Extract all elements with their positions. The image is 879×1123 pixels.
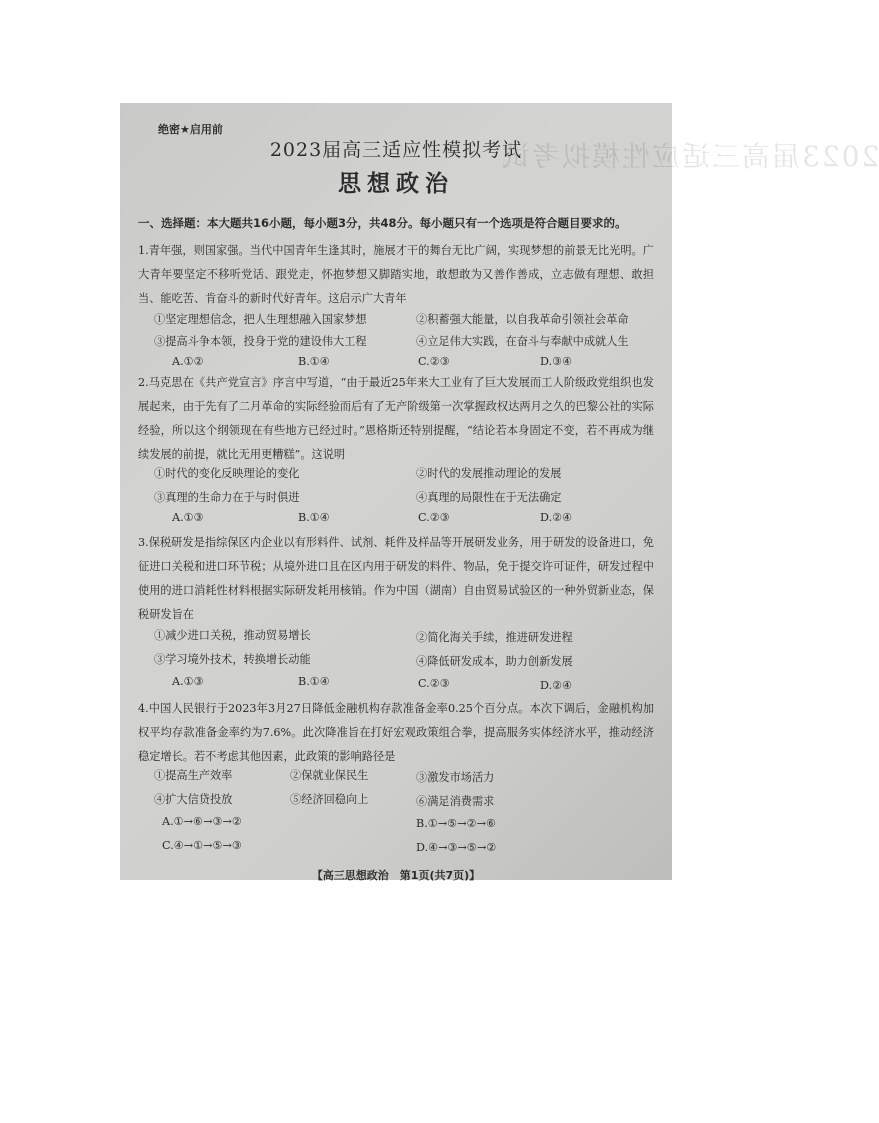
q4-choice-b: B.①→⑤→②→⑥ <box>416 817 497 830</box>
q3-statement-2: ②简化海关手续，推进研发进程 <box>416 631 573 644</box>
q1-choice-c: C.②③ <box>418 355 450 368</box>
q2-choice-c: C.②③ <box>418 511 450 524</box>
q3-choice-a: A.①③ <box>172 675 204 688</box>
question-3-stem: 3.保税研发是指综保区内企业以有形料件、试剂、耗件及样品等开展研发业务，用于研发的设备进口，免征进口关税和进口环节税；从境外进口且在区内用于研发的料件、物品，免于提交许可证件，研发过程中使用的进口消耗性材料根据实际研发耗用核销。作为中国（湖南）自由贸易试验区的一种外贸新业态，保税研发旨在 <box>138 536 654 621</box>
q1-statement-3: ③提高斗争本领，投身于党的建设伟大工程 <box>154 335 367 348</box>
question-2-stem: 2.马克思在《共产党宣言》序言中写道，“由于最近25年来大工业有了巨大发展而工人阶级政党组织也发展起来，由于先有了二月革命的实际经验而后有了无产阶级第一次掌握政权达两月之久的巴黎公社的实际经验，所以这个纲领现在有些地方已经过时。”恩格斯还特别提醒，“结论若本身固定不变，若不再成为继续发展的前提，就比无用更糟糕”。这说明 <box>138 376 654 461</box>
subject-title: 思想政治 <box>338 171 454 197</box>
q3-choice-b: B.①④ <box>298 675 330 688</box>
q2-statement-4: ④真理的局限性在于无法确定 <box>416 491 562 504</box>
q2-statement-1: ①时代的变化反映理论的变化 <box>154 467 300 480</box>
q3-statement-4: ④降低研发成本，助力创新发展 <box>416 655 573 668</box>
q2-choice-b: B.①④ <box>298 511 330 524</box>
q3-statement-1: ①减少进口关税，推动贸易增长 <box>154 629 311 642</box>
q3-choice-d: D.②④ <box>540 679 573 692</box>
q2-choice-d: D.②④ <box>540 511 573 524</box>
page-footer: 【高三思想政治 第1页(共7页)】 <box>311 869 481 882</box>
exam-paper-photo <box>120 103 879 882</box>
q4-statement-5: ⑤经济回稳向上 <box>290 793 369 806</box>
q2-statement-3: ③真理的生命力在于与时俱进 <box>154 491 300 504</box>
q4-statement-6: ⑥满足消费需求 <box>416 795 495 808</box>
q1-statement-1: ①坚定理想信念，把人生理想融入国家梦想 <box>154 313 367 326</box>
q4-choice-a: A.①→⑥→③→② <box>162 815 242 828</box>
q3-choice-c: C.②③ <box>418 677 450 690</box>
q4-statement-1: ①提高生产效率 <box>154 769 233 782</box>
q1-choice-d: D.③④ <box>540 355 573 368</box>
q1-statement-2: ②积蓄强大能量，以自我革命引领社会革命 <box>416 313 629 326</box>
bleed-through-text: 2023届高三适应性模拟考试 <box>500 140 879 173</box>
exam-title: 2023届高三适应性模拟考试 <box>269 139 523 161</box>
q1-choice-a: A.①② <box>172 355 204 368</box>
secret-label: 绝密★启用前 <box>158 123 223 136</box>
q4-choice-c: C.④→①→⑤→③ <box>162 839 242 852</box>
q2-choice-a: A.①③ <box>172 511 204 524</box>
question-1-stem: 1.青年强，则国家强。当代中国青年生逢其时，施展才干的舞台无比广阔，实现梦想的前景无比光明。广大青年要坚定不移听党话、跟党走，怀抱梦想又脚踏实地，敢想敢为又善作善成，立志做有理想、敢担当、能吃苦、肯奋斗的新时代好青年。这启示广大青年 <box>138 244 654 305</box>
q2-statement-2: ②时代的发展推动理论的发展 <box>416 467 562 480</box>
q4-statement-2: ②保就业保民生 <box>290 769 369 782</box>
section-heading: 一、选择题：本大题共16小题，每小题3分，共48分。每小题只有一个选项是符合题目要求的。 <box>138 216 627 230</box>
q4-choice-d: D.④→③→⑤→② <box>416 841 497 854</box>
q4-statement-4: ④扩大信贷投放 <box>154 793 233 806</box>
q1-choice-b: B.①④ <box>298 355 330 368</box>
q1-statement-4: ④立足伟大实践，在奋斗与奉献中成就人生 <box>416 335 629 348</box>
q3-statement-3: ③学习境外技术，转换增长动能 <box>154 653 311 666</box>
question-4-stem: 4.中国人民银行于2023年3月27日降低金融机构存款准备金率0.25个百分点。本次下调后，金融机构加权平均存款准备金率约为7.6%。此次降准旨在打好宏观政策组合拳，提高服务实体经济水平，推动经济稳定增长。若不考虑其他因素，此政策的影响路径是 <box>138 702 654 763</box>
q4-statement-3: ③激发市场活力 <box>416 771 495 784</box>
